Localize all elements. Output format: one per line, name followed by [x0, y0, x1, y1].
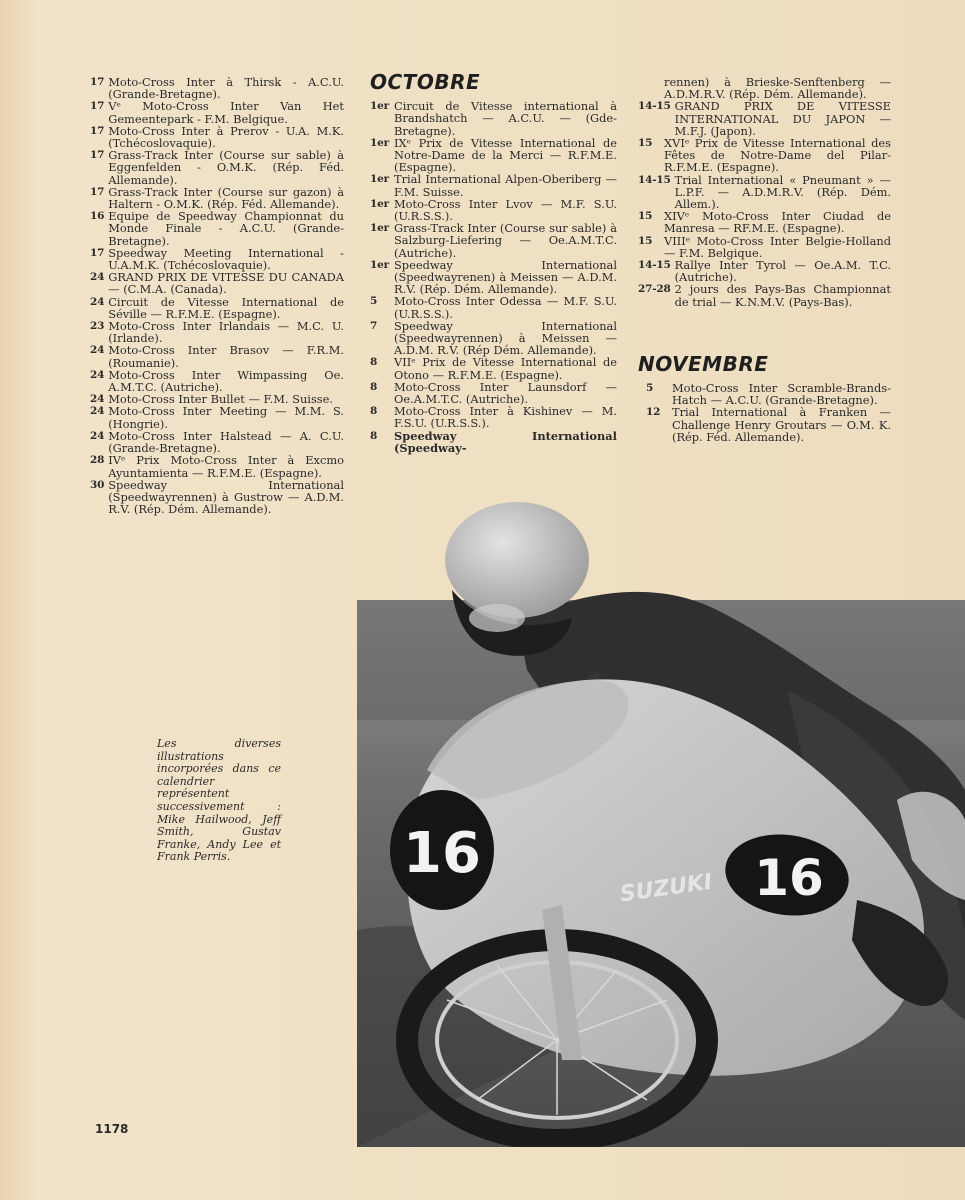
list-item: 15 XVIᵉ Prix de Vitesse International des Fêtes de Notre-Dame del Pilar- R.F.M.E. (Espagne).: [638, 136, 891, 175]
list-item: 30 Speedway International (Speedwayrennen) à Gustrow — A.D.M. R.V. (Rép. Dém. Allemande).: [90, 477, 344, 517]
list-item: 14-15 GRAND PRIX DE VITESSE INTERNATIONAL DU JAPON — M.F.J. (Japon).: [638, 99, 891, 138]
calendar-column-2: [370, 70, 617, 455]
list-item: 17 Speedway Meeting International - U.A.M.K. (Tchécoslovaquie).: [90, 245, 344, 273]
list-item: 14-15 Trial International « Pneumant » — L.P.F. — A.D.M.R.V. (Rép. Dém. Allem.).: [638, 172, 891, 212]
list-item: 16 Equipe de Speedway Championnat du Monde Finale - A.C.U. (Grande-Bretagne).: [90, 209, 344, 248]
list-item: 28 IVᵉ Prix Moto-Cross Inter à Excmo Ayuntamienta — R.F.M.E. (Espagne).: [90, 453, 344, 480]
list-item: 7 Speedway International (Speedwayrennen) à Meissen — A.D.M. R.V. (Rép Dém. Allemande).: [370, 318, 617, 358]
side-number-text: 16: [754, 849, 824, 907]
list-item: 24 Moto-Cross Inter Bullet — F.M. Suisse.: [90, 392, 334, 407]
list-item: 14-15 Rallye Inter Tyrol — Oe.A.M. T.C. (Autriche).: [638, 258, 891, 285]
list-item: 5 Moto-Cross Inter Scramble-Brands-Hatch — A.C.U. (Grande-Bretagne).: [646, 381, 891, 408]
list-item: 17 Grass-Track Inter (Course sur gazon) à Haltern - O.M.K. (Rép. Féd. Allemande).: [90, 184, 344, 212]
list-item: 1er Trial International Alpen-Oberiberg — F.M. Suisse.: [370, 172, 617, 199]
list-item: 15 XIVᵉ Moto-Cross Inter Ciudad de Manresa — RF.M.E. (Espagne).: [638, 209, 891, 236]
list-item: 8 Moto-Cross Inter Launsdorf — Oe.A.M.T.C. (Autriche).: [370, 379, 617, 407]
brand-lettering: SUZUKI: [618, 869, 714, 908]
list-item: 17 Grass-Track Inter (Course sur sable) à Eggenfelden - O.M.K. (Rép. Féd. Allemande).: [90, 148, 344, 187]
list-item: 24 GRAND PRIX DE VITESSE DU CANADA — (C.M.A. (Canada).: [90, 270, 344, 297]
list-item: 15 VIIIᵉ Moto-Cross Inter Belgie-Holland — F.M. Belgique.: [638, 233, 891, 260]
list-item: 1er Circuit de Vitesse international à Brandshatch — A.C.U. — (Gde-Bretagne).: [370, 99, 617, 138]
list-item: 8 VIIᵉ Prix de Vitesse International de Otono — R.F.M.E. (Espagne).: [370, 355, 617, 382]
list-item: 1er Moto-Cross Inter Lvov — M.F. S.U. (U.R.S.S.).: [370, 196, 617, 224]
list-item: 24 Moto-Cross Inter Halstead — A. C.U. (Grande-Bretagne).: [90, 428, 344, 456]
calendar-column-1: [90, 76, 344, 515]
racer-photo-illustration: [357, 500, 965, 1147]
list-item: 17 Moto-Cross Inter à Prerov - U.A. M.K. (Tchécoslovaquie).: [90, 123, 344, 151]
list-item: 23 Moto-Cross Inter Irlandais — M.C. U. (Irlande).: [90, 319, 344, 346]
front-number-text: 16: [403, 821, 481, 886]
list-item: 12 Trial International à Franken — Challenge Henry Groutars — O.M. K. (Rép. Féd. Allemande).: [646, 405, 891, 444]
list-item: 17 Moto-Cross Inter à Thirsk - A.C.U. (Grande-Bretagne).: [90, 75, 344, 102]
illustration-caption: Les diverses illustrations incorporées dans ce calendrier représentent successivement : Mike Hailwood, Jeff Smith, Gustav Franke, Andy Lee et Frank Perris.: [157, 737, 281, 864]
list-item: 24 Moto-Cross Inter Wimpassing Oe. A.M.T.C. (Autriche).: [90, 367, 344, 395]
list-item: 5 Moto-Cross Inter Odessa — M.F. S.U. (U.R.S.S.).: [370, 294, 617, 321]
month-heading-october: OCTOBRE: [370, 70, 481, 94]
calendar-column-3: [638, 76, 891, 443]
list-item: 1er Grass-Track Inter (Course sur sable) à Salzburg-Liefering — Oe.A.M.T.C. (Autriche).: [370, 221, 617, 260]
helmet-icon: [445, 502, 589, 618]
section-gap: [638, 308, 891, 358]
list-item: 17 Vᵉ Moto-Cross Inter Van Het Gemeentepark - F.M. Belgique.: [90, 99, 344, 126]
list-item: 1er Speedway International (Speedwayrenen) à Meissen — A.D.M. R.V. (Rép. Dém. Allemande).: [370, 257, 617, 297]
list-item: 24 Moto-Cross Inter Brasov — F.R.M. (Roumanie).: [90, 343, 344, 370]
list-item: 1er IXᵉ Prix de Vitesse International de Notre-Dame de la Merci — R.F.M.E. (Espagne).: [370, 135, 617, 175]
list-item: 8 Moto-Cross Inter à Kishinev — M. F.S.U. (U.R.S.S.).: [370, 404, 617, 431]
list-item: 8 Speedway International (Speedway-: [370, 428, 617, 455]
list-item: rennen) à Brieske-Senftenberg — A.D.M.R.V. (Rép. Dém. Allemande).: [664, 75, 891, 102]
page-number: 1178: [95, 1122, 129, 1136]
list-item: 24 Moto-Cross Inter Meeting — M.M. S. (Hongrie).: [90, 404, 344, 431]
list-item: 24 Circuit de Vitesse International de Séville — R.F.M.E. (Espagne).: [90, 294, 344, 321]
month-heading-november: NOVEMBRE: [638, 351, 769, 376]
list-item: 27-28 2 jours des Pays-Bas Championnat de trial — K.N.M.V. (Pays-Bas).: [638, 282, 891, 309]
racer-photo: [357, 500, 965, 1147]
